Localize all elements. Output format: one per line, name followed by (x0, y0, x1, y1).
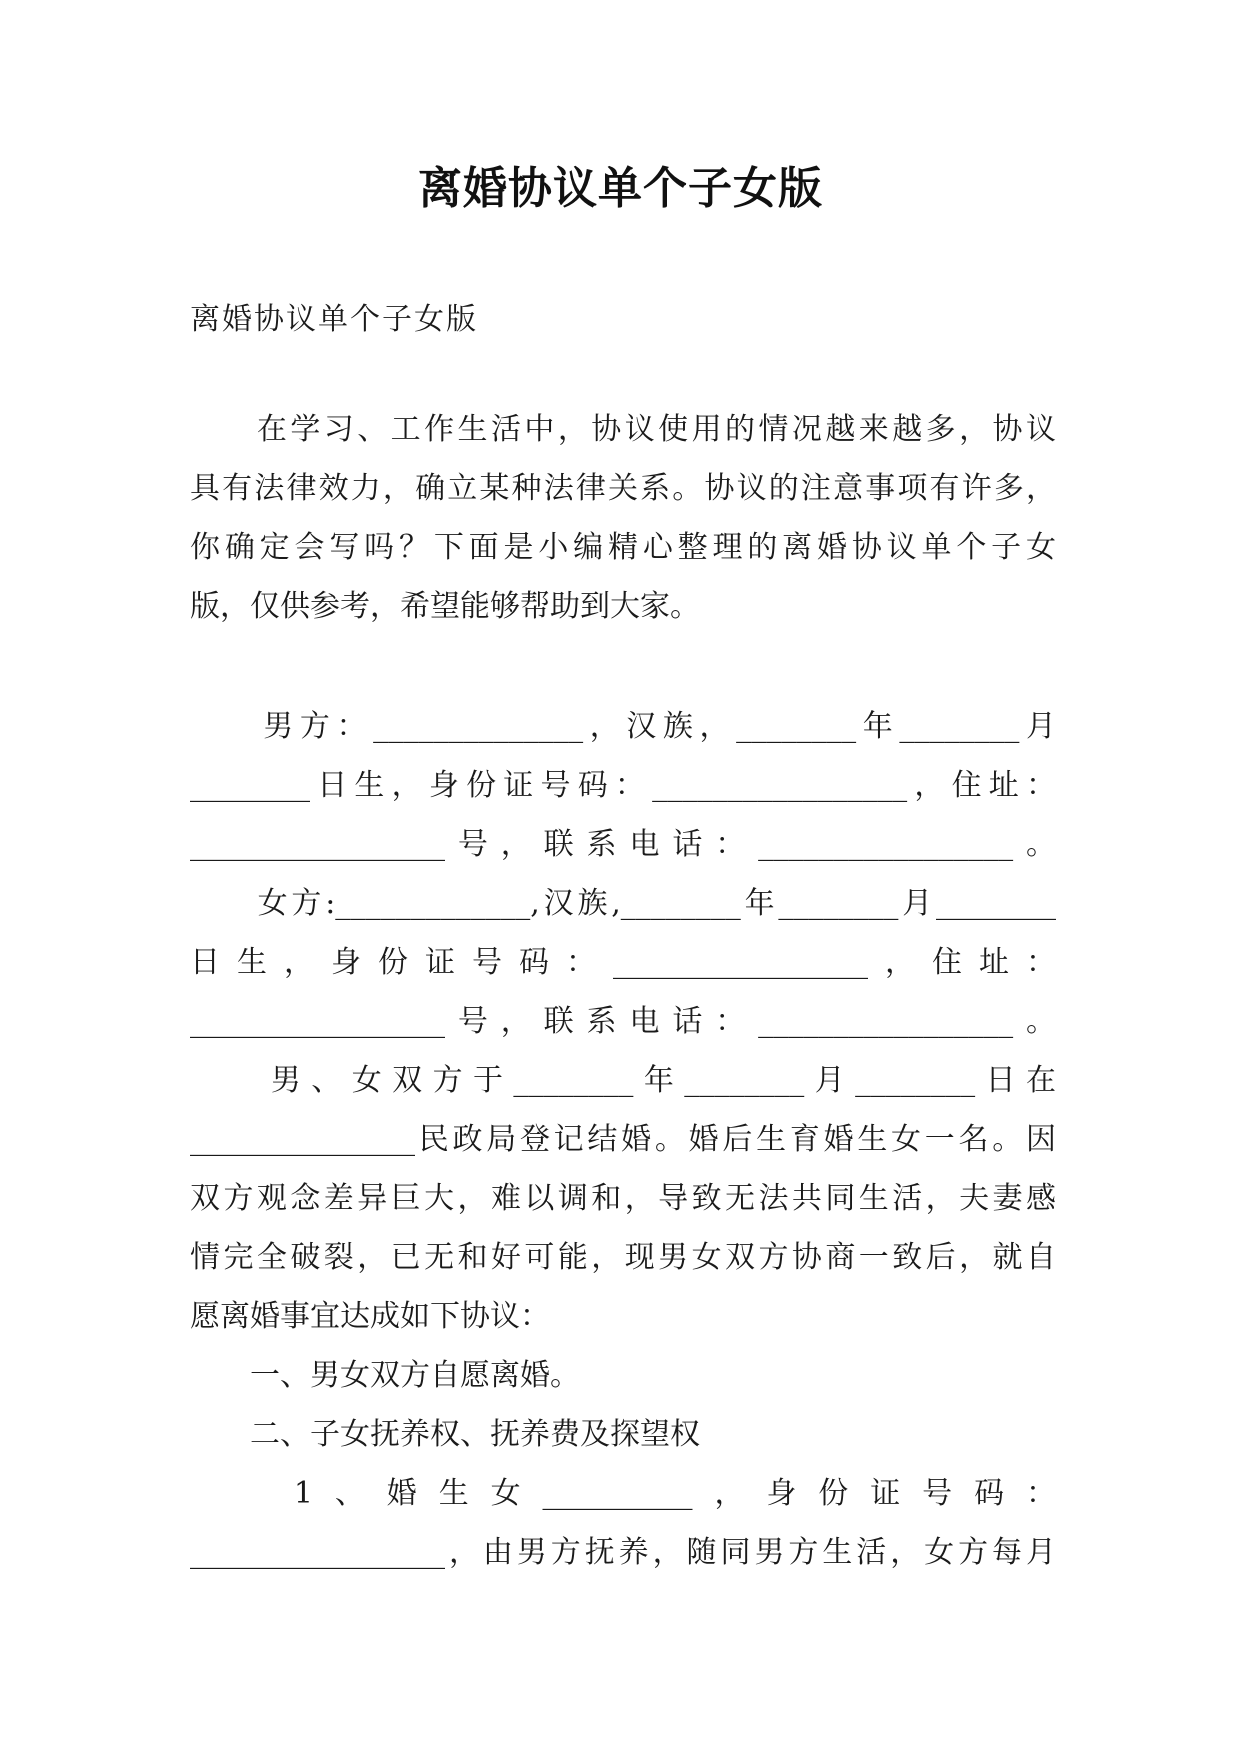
paragraph-line: 情完全破裂，已无和好可能，现男女双方协商一致后，就自 (190, 1240, 1056, 1275)
paragraph-line: 愿离婚事宜达成如下协议： (190, 1299, 550, 1334)
paragraph-line: _________________，由男方抚养，随同男方生活，女方每月 (190, 1535, 1056, 1570)
paragraph-line: ________日生，身份证号码：_________________，住址： (190, 768, 1056, 803)
paragraph-line: 双方观念差异巨大，难以调和，导致无法共同生活，夫妻感 (190, 1181, 1056, 1216)
paragraph-line: 女方:_____________,汉族,________年________月________ (190, 886, 1056, 921)
paragraph-line: 具有法律效力，确立某种法律关系。协议的注意事项有许多， (190, 471, 1056, 506)
paragraph-line: _________________号，联系电话：_________________。 (190, 1004, 1056, 1039)
paragraph-line: 男方：______________，汉族，________年________月 (190, 709, 1056, 744)
paragraph-line: 你确定会写吗？下面是小编精心整理的离婚协议单个子女 (190, 530, 1056, 565)
paragraph-line: _______________民政局登记结婚。婚后生育婚生女一名。因 (190, 1122, 1056, 1157)
paragraph-line: 日生，身份证号码：_________________，住址： (190, 945, 1056, 980)
paragraph-line: 男、女双方于________年________月________日在 (190, 1063, 1056, 1098)
paragraph-line: _________________号，联系电话：_________________。 (190, 827, 1056, 862)
document-subtitle: 离婚协议单个子女版 (190, 302, 478, 337)
document-title: 离婚协议单个子女版 (418, 163, 823, 214)
paragraph-line: 一、男女双方自愿离婚。 (190, 1358, 580, 1393)
paragraph-line: 在学习、工作生活中，协议使用的情况越来越多，协议 (190, 412, 1056, 447)
paragraph-line: 二、子女抚养权、抚养费及探望权 (190, 1417, 700, 1452)
paragraph-line: 1、婚生女__________，身份证号码： (190, 1476, 1056, 1511)
paragraph-line: 版，仅供参考，希望能够帮助到大家。 (190, 589, 700, 624)
